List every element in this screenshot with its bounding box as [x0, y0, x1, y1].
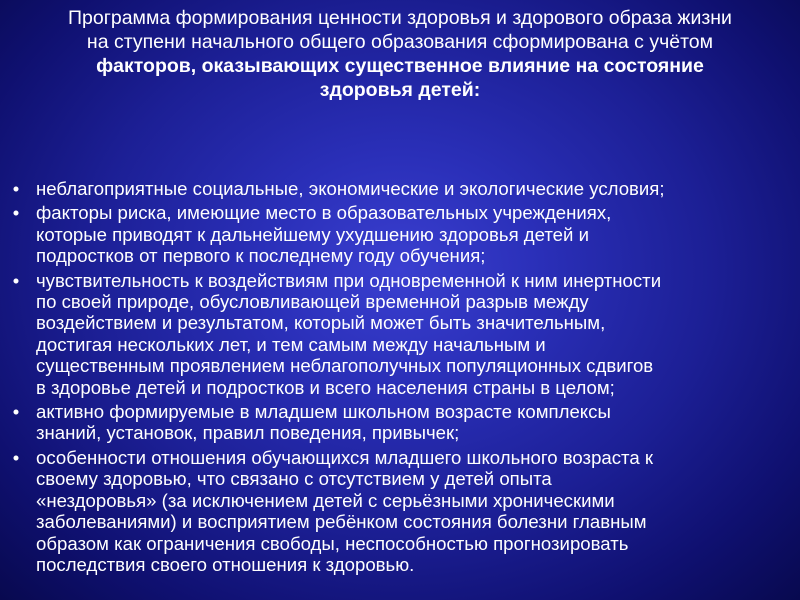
bullet-item [6, 270, 794, 398]
slide-title [10, 6, 790, 102]
bullet-text-line: существенным проявлением неблагополучных популяционных сдвигов [36, 355, 654, 377]
bullet-text-line: активно формируемые в младшем школьном возрасте комплексы [36, 401, 611, 423]
bullet-text-line: заболеваниями) и восприятием ребёнком состояния болезни главным [36, 511, 647, 533]
bullet-text-line: образом как ограничения свободы, неспособностью прогнозировать [36, 532, 629, 554]
bullet-glyph: • [12, 401, 20, 423]
title-line: здоровья детей: [319, 79, 481, 101]
bullet-text-line: неблагоприятные социальные, экономические и экологические условия; [36, 178, 665, 199]
title-line: Программа формирования ценности здоровья и здорового образа жизни [68, 7, 732, 29]
bullet-glyph: • [12, 446, 20, 468]
title-line: факторов, оказывающих существенное влияние на состояние [96, 55, 704, 77]
bullet-text-line: которые приводят к дальнейшему ухудшению здоровья детей и [36, 223, 589, 245]
bullet-text-line: воздействием и результатом, который может быть значительным, [36, 312, 606, 334]
bullet-text-line: по своей природе, обусловливающей временной разрыв между [36, 291, 589, 313]
bullet-list [6, 178, 794, 578]
bullet-text-line: знаний, установок, правил поведения, привычек; [36, 422, 460, 444]
bullet-text-line: особенности отношения обучающихся младшего школьного возраста к [36, 446, 654, 468]
bullet-text-line: подростков от первого к последнему году обучения; [36, 245, 486, 267]
bullet-glyph: • [12, 178, 20, 199]
bullet-item [6, 401, 794, 444]
bullet-text-line: чувствительность к воздействиям при одновременной к ним инертности [36, 269, 662, 291]
bullet-text-line: своему здоровью, что связано с отсутствием у детей опыта [36, 468, 552, 490]
bullet-text-line: достигая нескольких лет, и тем самым между начальным и [36, 333, 546, 355]
title-line: на ступени начального общего образования сформирована с учётом [86, 31, 714, 53]
bullet-glyph: • [12, 269, 20, 291]
bullet-glyph: • [12, 202, 20, 224]
bullet-text-line: в здоровье детей и подростков и всего населения страны в целом; [36, 376, 615, 398]
bullet-text-line: «нездоровья» (за исключением детей с серьёзными хроническими [36, 489, 615, 511]
bullet-item [6, 178, 794, 199]
bullet-text-line: факторы риска, имеющие место в образовательных учреждениях, [36, 202, 612, 224]
bullet-item [6, 447, 794, 575]
bullet-text-line: последствия своего отношения к здоровью. [36, 553, 415, 575]
bullet-item [6, 202, 794, 266]
